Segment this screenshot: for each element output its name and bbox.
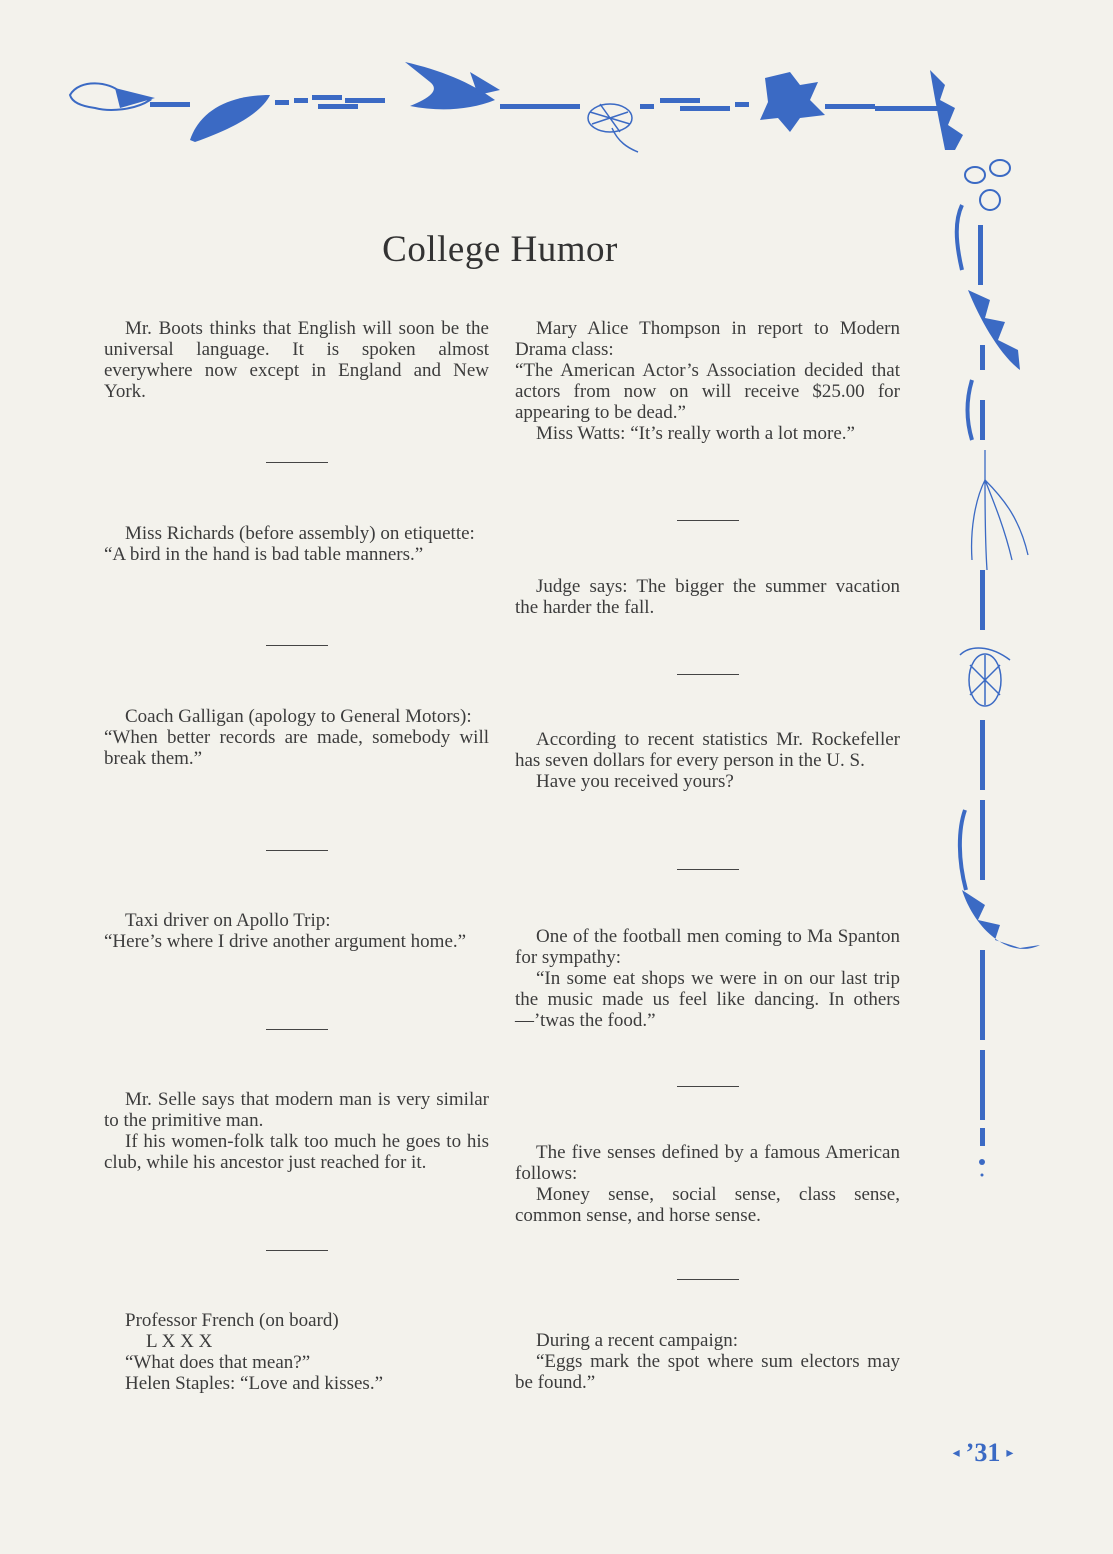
- leaf-icon: [190, 95, 270, 142]
- joke-text: Helen Staples: “Love and kisses.”: [125, 1373, 384, 1394]
- tassel-icon: [972, 450, 1028, 570]
- separator-rule: [266, 645, 328, 646]
- joke-text: Have you received yours?: [536, 771, 734, 792]
- separator-rule: [677, 1279, 739, 1280]
- joke-item: [515, 318, 900, 444]
- feather-icon: [70, 83, 155, 110]
- separator-rule: [266, 1250, 328, 1251]
- joke-item: [104, 1310, 489, 1394]
- joke-item: [104, 318, 489, 402]
- joke-text: Professor French (on board): [125, 1310, 339, 1331]
- separator-rule: [677, 1086, 739, 1087]
- joke-item: [515, 576, 900, 618]
- joke-text: “The American Actor’s Association decided that actors from now on will receive $25.00 for appearing to be dead.”: [515, 360, 900, 423]
- page-title: College Humor: [382, 229, 618, 270]
- joke-text: During a recent campaign:: [536, 1330, 739, 1351]
- holly-leaf-icon: [968, 290, 1020, 370]
- joke-text: Mr. Boots thinks that English will soon be the universal language. It is spoken almost everywhere now except in England and New York.: [104, 318, 489, 402]
- acorn-icon: [965, 160, 1010, 210]
- year-label: ’31: [965, 1438, 1001, 1467]
- joke-text: Money sense, social sense, class sense, common sense, and horse sense.: [515, 1184, 900, 1226]
- separator-rule: [266, 462, 328, 463]
- joke-text: Taxi driver on Apollo Trip:: [125, 910, 331, 931]
- joke-text: Mr. Selle says that modern man is very similar to the primitive man.: [104, 1089, 489, 1131]
- joke-text: The five senses defined by a famous American follows:: [515, 1142, 900, 1184]
- joke-text: If his women-folk talk too much he goes to his club, while his ancestor just reached for it.: [104, 1131, 489, 1173]
- joke-text: Mary Alice Thompson in report to Modern Drama class:: [515, 318, 900, 360]
- joke-item: [515, 926, 900, 1031]
- separator-rule: [677, 674, 739, 675]
- left-ornament-icon: ◂: [952, 1445, 960, 1461]
- joke-text: According to recent statistics Mr. Rockefeller has seven dollars for every person in the U. S.: [515, 729, 900, 771]
- separator-rule: [266, 850, 328, 851]
- joke-text: “Eggs mark the spot where sum electors may be found.”: [515, 1351, 900, 1393]
- separator-rule: [677, 869, 739, 870]
- right-ornament-icon: ▸: [1006, 1445, 1014, 1461]
- joke-text: “When better records are made, somebody will break them.”: [104, 727, 489, 769]
- oak-leaf-icon: [760, 72, 825, 132]
- joke-text: Judge says: The bigger the summer vacation the harder the fall.: [515, 576, 900, 618]
- joke-text: “A bird in the hand is bad table manners.”: [104, 544, 424, 565]
- joke-item: [104, 523, 489, 565]
- joke-item: [104, 910, 489, 952]
- joke-text: “In some eat shops we were in on our last trip the music made us feel like dancing. In others—’twas the food.”: [515, 968, 900, 1031]
- joke-text: Miss Richards (before assembly) on etiquette:: [125, 523, 475, 544]
- joke-text: One of the football men coming to Ma Spanton for sympathy:: [515, 926, 900, 968]
- joke-text: L X X X: [146, 1331, 213, 1352]
- joke-text: Coach Galligan (apology to General Motors):: [125, 706, 472, 727]
- joke-item: [515, 1142, 900, 1226]
- pinecone-icon: [588, 104, 638, 152]
- separator-rule: [677, 520, 739, 521]
- page-folio: [928, 1438, 1038, 1468]
- separator-rule: [266, 1029, 328, 1030]
- joke-text: “What does that mean?”: [125, 1352, 311, 1373]
- joke-item: [104, 1089, 489, 1173]
- holly-leaf-icon: [962, 890, 1040, 949]
- joke-item: [104, 706, 489, 769]
- pinecone-icon: [960, 648, 1010, 706]
- joke-text: “Here’s where I drive another argument home.”: [104, 931, 467, 952]
- joke-text: Miss Watts: “It’s really worth a lot more.”: [536, 423, 855, 444]
- joke-item: [515, 1330, 900, 1393]
- joke-item: [515, 729, 900, 792]
